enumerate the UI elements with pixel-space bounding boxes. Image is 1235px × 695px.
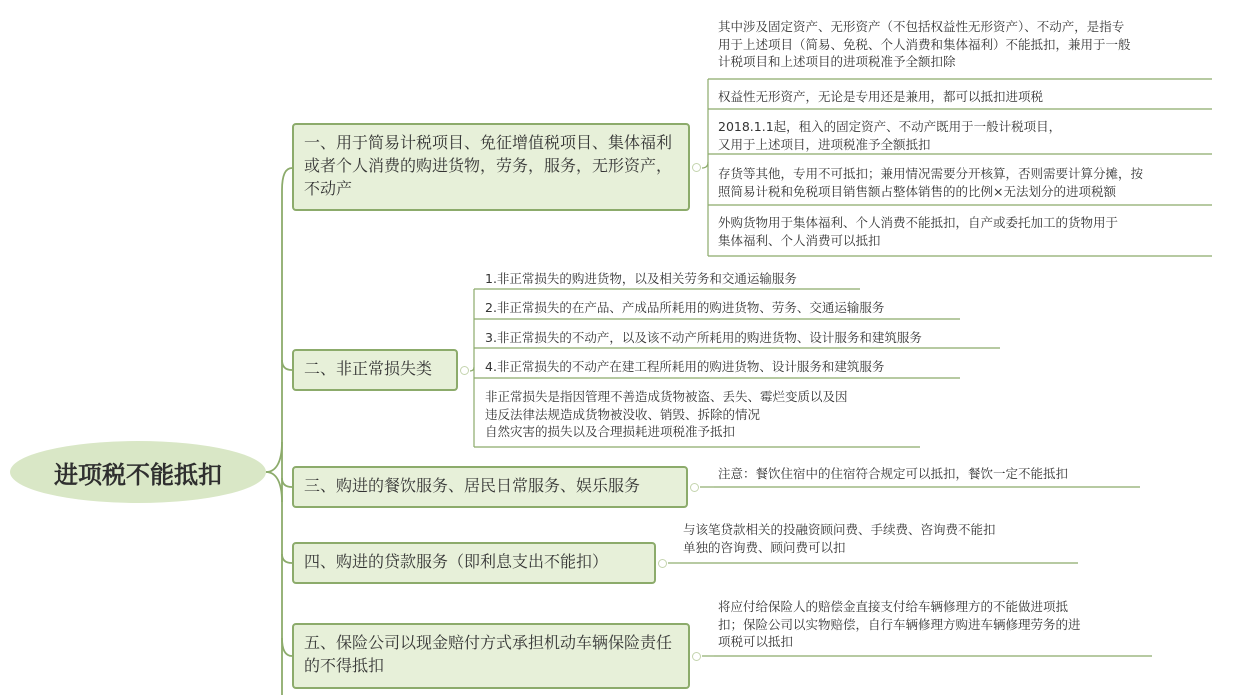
collapse-toggle-icon[interactable] — [658, 559, 667, 568]
collapse-toggle-icon[interactable] — [692, 163, 701, 172]
branch-4[interactable] — [292, 542, 656, 584]
branch-1-leaf-2: 权益性无形资产，无论是专用还是兼用，都可以抵扣进项税 — [718, 89, 1044, 104]
connector-line — [282, 638, 292, 656]
root-topic[interactable] — [10, 441, 266, 503]
branch-1-leaf-1: 其中涉及固定资产、无形资产（不包括权益性无形资产）、不动产，是指专 用于上述项目（简易、免税、个人消费和集体福利）不能抵扣，兼用于一般 计税项目和上述项目的进项税准予全额扣除 — [718, 19, 1131, 69]
branch-2-leaf-5: 非正常损失是指因管理不善造成货物被盗、丢失、霉烂变质以及因 违反法律法规造成货物被没收、销毁、拆除的情况 自然灾害的损失以及合理损耗进项税准予抵扣 — [485, 389, 848, 439]
branch-2-leaf-3: 3.非正常损失的不动产，以及该不动产所耗用的购进货物、设计服务和建筑服务 — [485, 330, 922, 345]
branch-2-leaf-2: 2.非正常损失的在产品、产成品所耗用的购进货物、劳务、交通运输服务 — [485, 300, 885, 315]
branch-3-leaf-1: 注意：餐饮住宿中的住宿符合规定可以抵扣，餐饮一定不能抵扣 — [718, 466, 1069, 481]
connector-line — [282, 360, 292, 370]
branch-1-label: 一、用于简易计税项目、免征增值税项目、集体福利或者个人消费的购进货物，劳务，服务，无形资产，不动产 — [304, 133, 673, 198]
connector-line — [702, 162, 708, 168]
root-topic-label: 进项税不能抵扣 — [54, 460, 222, 489]
connector-line — [282, 168, 292, 190]
collapse-toggle-icon[interactable] — [692, 652, 701, 661]
branch-2[interactable] — [292, 349, 458, 391]
branch-4-leaf-1: 与该笔贷款相关的投融资顾问费、手续费、咨询费不能扣 单独的咨询费、顾问费可以扣 — [683, 522, 996, 555]
connector-line — [266, 472, 282, 502]
branch-3[interactable] — [292, 466, 688, 508]
branch-2-leaf-1: 1.非正常损失的购进货物，以及相关劳务和交通运输服务 — [485, 271, 797, 286]
collapse-toggle-icon[interactable] — [460, 366, 469, 375]
branch-4-label: 四、购进的贷款服务（即利息支出不能扣） — [304, 552, 609, 571]
branch-1-leaf-5: 外购货物用于集体福利、个人消费不能抵扣，自产或委托加工的货物用于 集体福利、个人消费可以抵扣 — [718, 215, 1119, 248]
branch-1-leaf-4: 存货等其他，专用不可抵扣；兼用情况需要分开核算，否则需要计算分摊，按 照简易计税和免税项目销售额占整体销售的的比例×无法划分的进项税额 — [718, 166, 1144, 199]
branch-5-leaf-1: 将应付给保险人的赔偿金直接支付给车辆修理方的不能做进项抵 扣；保险公司以实物赔偿，自行车辆修理方购进车辆修理劳务的进 项税可以抵扣 — [718, 599, 1081, 649]
connector-line — [282, 478, 292, 487]
connector-line — [282, 554, 292, 563]
collapse-toggle-icon[interactable] — [690, 483, 699, 492]
branch-1-leaf-3: 2018.1.1起，租入的固定资产、不动产既用于一般计税项目， 又用于上述项目，进项税准予全额抵扣 — [718, 119, 1062, 152]
branch-2-leaf-4: 4.非正常损失的不动产在建工程所耗用的购进货物、设计服务和建筑服务 — [485, 359, 885, 374]
branch-5-label: 五、保险公司以现金赔付方式承担机动车辆保险责任的不得抵扣 — [304, 633, 673, 675]
connector-line — [266, 442, 282, 472]
branch-1[interactable] — [292, 123, 690, 211]
branch-2-label: 二、非正常损失类 — [304, 359, 433, 378]
branch-3-label: 三、购进的餐饮服务、居民日常服务、娱乐服务 — [304, 476, 641, 495]
connector-line — [470, 367, 474, 371]
branch-5[interactable] — [292, 623, 690, 689]
